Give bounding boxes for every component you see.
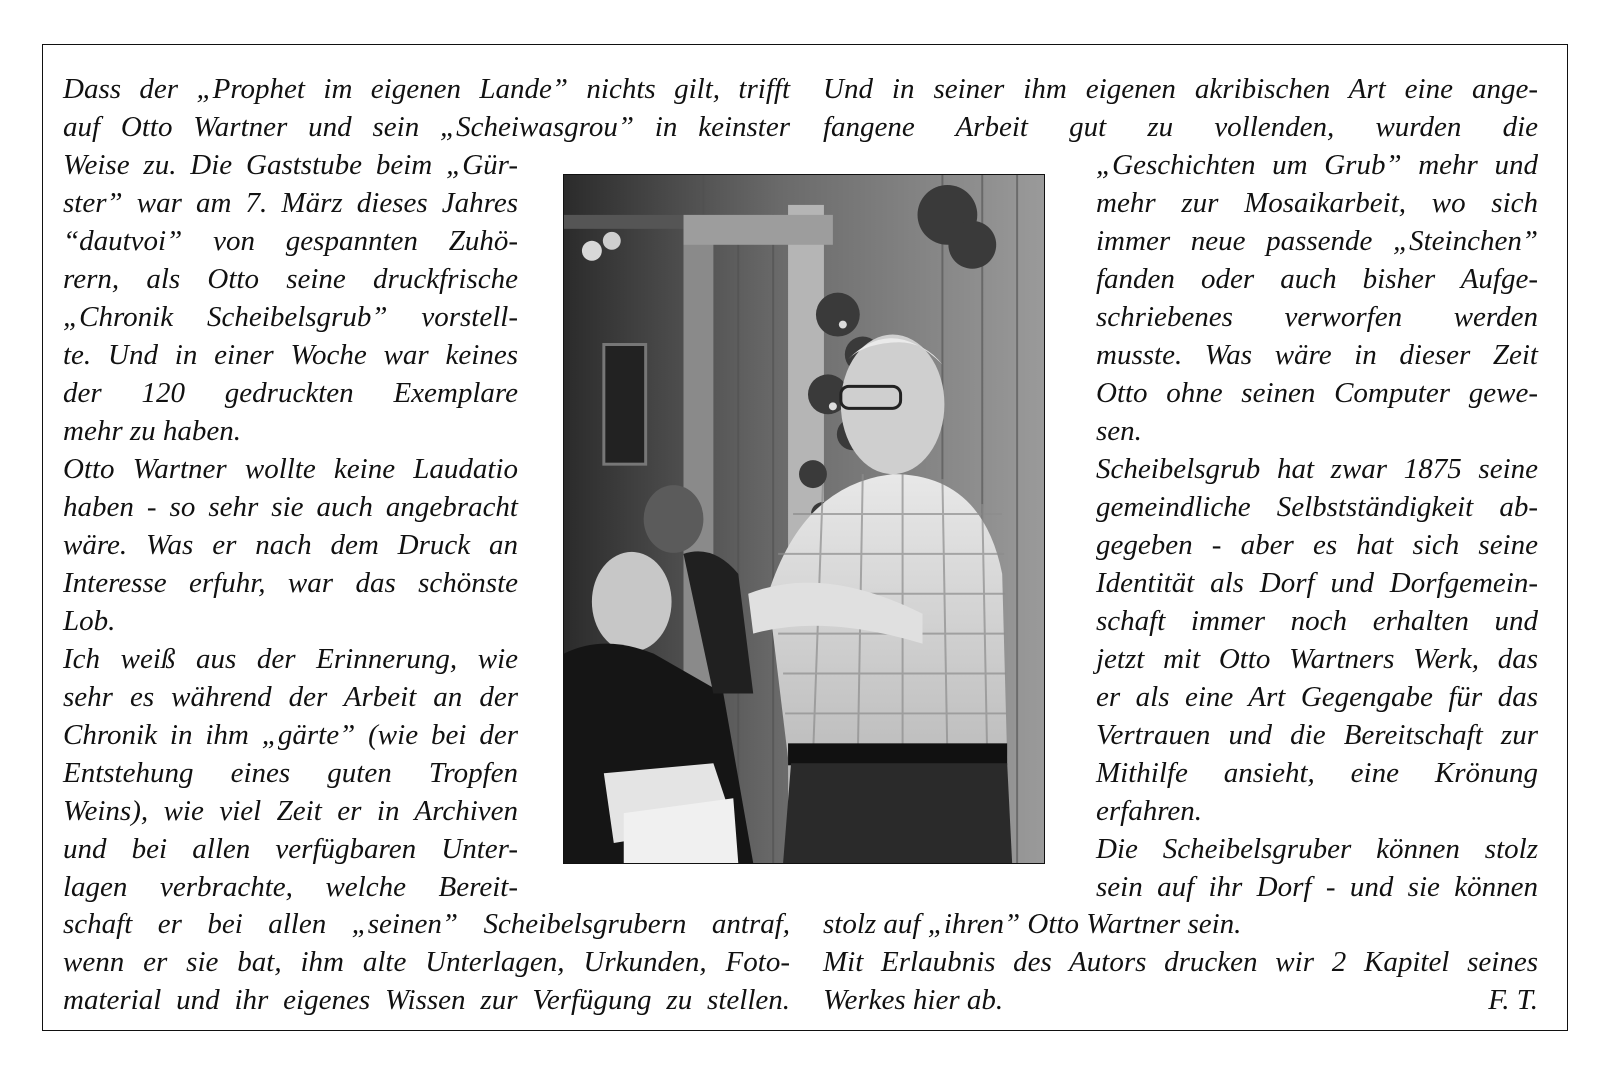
text-line: Werkes hier ab. — [823, 984, 1004, 1016]
text-line: Otto ohne seinen Computer gewe- — [1096, 377, 1538, 409]
text-line: ster” war am 7. März dieses Jahres — [63, 187, 518, 219]
text-line: haben - so sehr sie auch angebracht — [63, 491, 518, 523]
text-line: schaft immer noch erhalten und — [1096, 605, 1538, 637]
text-line: Mit Erlaubnis des Autors drucken wir 2 Kapitel seines — [823, 946, 1538, 978]
article-photo — [563, 174, 1045, 864]
text-line: Weise zu. Die Gaststube beim „Gür- — [63, 149, 518, 181]
text-line: immer neue passende „Steinchen” — [1096, 225, 1538, 257]
text-line: gemeindliche Selbstständigkeit ab- — [1096, 491, 1538, 523]
text-line: mehr zu haben. — [63, 415, 242, 447]
text-line: Entstehung eines guten Tropfen — [63, 757, 518, 789]
text-line: Identität als Dorf und Dorfgemein- — [1096, 567, 1538, 599]
text-line: Und in seiner ihm eigenen akribischen Art eine ange- — [823, 73, 1538, 105]
text-line: mehr zur Mosaikarbeit, wo sich — [1096, 187, 1538, 219]
text-line: wenn er sie bat, ihm alte Unterlagen, Urkunden, Foto- — [63, 946, 790, 978]
text-line: und bei allen verfügbaren Unter- — [63, 833, 518, 865]
text-line: Interesse erfuhr, war das schönste — [63, 567, 518, 599]
text-line: sen. — [1096, 415, 1142, 447]
text-line: Lob. — [63, 605, 116, 637]
text-line: er als eine Art Gegengabe für das — [1096, 681, 1538, 713]
text-line: Weins), wie viel Zeit er in Archiven — [63, 795, 518, 827]
text-line: erfahren. — [1096, 795, 1203, 827]
text-line: jetzt mit Otto Wartners Werk, das — [1096, 643, 1538, 675]
text-line: gegeben - aber es hat sich seine — [1096, 529, 1538, 561]
text-line: fangene Arbeit gut zu vollenden, wurden die — [823, 111, 1538, 143]
text-line: Ich weiß aus der Erinnerung, wie — [63, 643, 518, 675]
text-line: auf Otto Wartner und sein „Scheiwasgrou” in keinster — [63, 111, 790, 143]
text-line: Vertrauen und die Bereitschaft zur — [1096, 719, 1538, 751]
text-line: “dautvoi” von gespannten Zuhö- — [63, 225, 518, 257]
text-line: fanden oder auch bisher Aufge- — [1096, 263, 1538, 295]
text-line: „Chronik Scheibelsgrub” vorstell- — [63, 301, 518, 333]
text-line: rern, als Otto seine druckfrische — [63, 263, 518, 295]
text-line: stolz auf „ihren” Otto Wartner sein. — [823, 908, 1242, 940]
text-line: musste. Was wäre in dieser Zeit — [1096, 339, 1538, 371]
text-line: wäre. Was er nach dem Druck an — [63, 529, 518, 561]
text-line: Die Scheibelsgruber können stolz — [1096, 833, 1538, 865]
text-line: Dass der „Prophet im eigenen Lande” nichts gilt, trifft — [63, 73, 790, 105]
text-line: material und ihr eigenes Wissen zur Verfügung zu stellen. — [63, 984, 790, 1016]
text-line: lagen verbrachte, welche Bereit- — [63, 871, 518, 903]
text-line: te. Und in einer Woche war keines — [63, 339, 518, 371]
text-line: sein auf ihr Dorf - und sie können — [1096, 871, 1538, 903]
text-line: Otto Wartner wollte keine Laudatio — [63, 453, 518, 485]
text-line: sehr es während der Arbeit an der — [63, 681, 518, 713]
text-line: „Geschichten um Grub” mehr und — [1096, 149, 1538, 181]
text-line: Scheibelsgrub hat zwar 1875 seine — [1096, 453, 1538, 485]
text-line: schriebenes verworfen werden — [1096, 301, 1538, 333]
author-signature: F. T. — [1488, 984, 1538, 1016]
text-line: Chronik in ihm „gärte” (wie bei der — [63, 719, 518, 751]
text-line: der 120 gedruckten Exemplare — [63, 377, 518, 409]
photo-illustration — [564, 175, 1044, 863]
text-line: Mithilfe ansieht, eine Krönung — [1096, 757, 1538, 789]
text-line: schaft er bei allen „seinen” Scheibelsgrubern antraf, — [63, 908, 790, 940]
